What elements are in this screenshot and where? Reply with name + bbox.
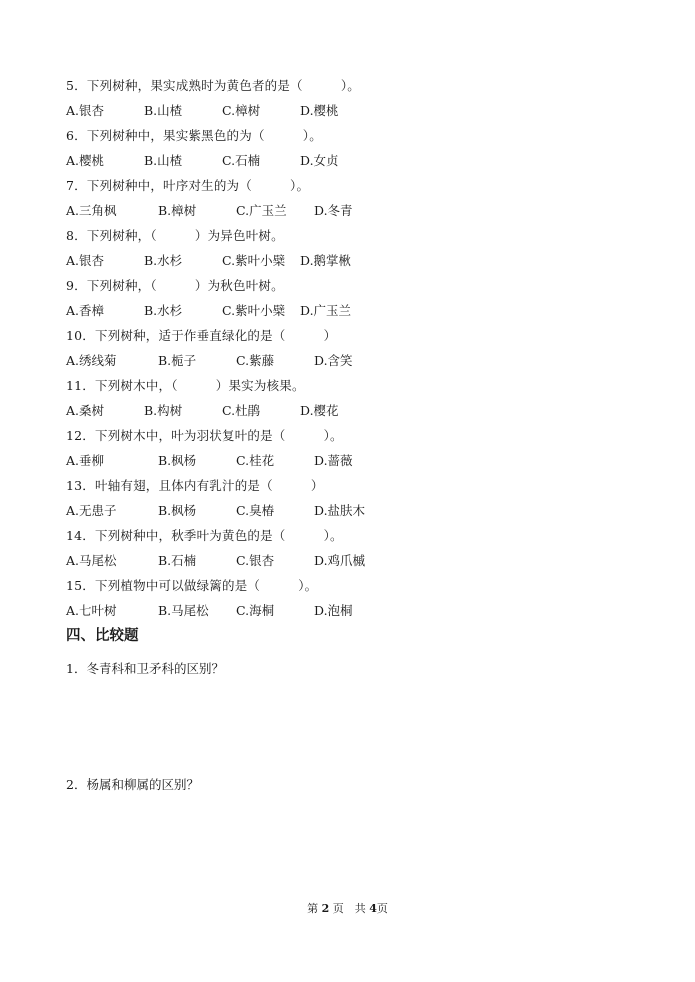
options-row [66,451,666,476]
question-text: 10．下列树种，适于作垂直绿化的是（ ） [66,328,337,343]
question-text: 8．下列树种，（ ）为异色叶树。 [66,228,284,243]
options-row [66,601,666,626]
options-row [66,101,666,126]
options-row [66,151,666,176]
multiple-choice-list [66,76,666,626]
question-text: 13．叶轴有翅，且体内有乳汁的是（ ） [66,478,324,493]
option-a: A.马尾松 [66,553,117,568]
option-b: B.山楂 [144,103,183,118]
total-page-number: 4 [369,902,377,915]
option-d: D.鹅掌楸 [300,253,352,268]
option-b: B.马尾松 [158,603,209,618]
option-d: D.广玉兰 [300,303,352,318]
question-item [66,126,666,176]
option-d: D.鸡爪槭 [314,553,366,568]
question-text: 11．下列树木中，（ ）果实为核果。 [66,378,305,393]
option-a: A.樱桃 [66,153,105,168]
current-page-number: 2 [321,902,330,915]
question-item [66,176,666,226]
question-item [66,576,666,626]
question-item [66,526,666,576]
option-d: D.泡桐 [314,603,353,618]
comparison-question: 1．冬青科和卫矛科的区别？ [66,661,224,676]
footer-suffix: 页 [376,902,388,915]
option-c: C.紫藤 [236,353,275,368]
question-text: 14．下列树种中，秋季叶为黄色的是（ ）。 [66,528,343,543]
option-b: B.石楠 [158,553,197,568]
question-text: 15．下列植物中可以做绿篱的是（ ）。 [66,578,318,593]
option-b: B.枫杨 [158,453,197,468]
question-item [66,276,666,326]
options-row [66,301,666,326]
option-b: B.枫杨 [158,503,197,518]
question-text: 7．下列树种中，叶序对生的为（ ）。 [66,178,310,193]
question-item [66,326,666,376]
option-c: C.紫叶小檗 [222,303,286,318]
footer-prefix: 第 [307,902,319,915]
question-item [66,76,666,126]
options-row [66,401,666,426]
option-d: D.含笑 [314,353,353,368]
option-c: C.银杏 [236,553,275,568]
option-c: C.樟树 [222,103,261,118]
option-a: A.七叶树 [66,603,117,618]
option-c: C.紫叶小檗 [222,253,286,268]
option-d: D.蔷薇 [314,453,353,468]
option-d: D.樱桃 [300,103,339,118]
question-item [66,426,666,476]
question-text: 12．下列树木中，叶为羽状复叶的是（ ）。 [66,428,343,443]
option-d: D.冬青 [314,203,353,218]
section-heading: 四、比较题 [66,628,139,644]
option-d: D.盐肤木 [314,503,366,518]
options-row [66,501,666,526]
option-a: A.无患子 [66,503,117,518]
question-text: 5．下列树种，果实成熟时为黄色者的是（ ）。 [66,78,361,93]
option-b: B.山楂 [144,153,183,168]
options-row [66,251,666,276]
option-b: B.水杉 [144,303,183,318]
question-text: 9．下列树种，（ ）为秋色叶树。 [66,278,284,293]
question-text: 6．下列树种中，果实紫黑色的为（ ）。 [66,128,322,143]
option-c: C.杜鹃 [222,403,261,418]
question-item [66,226,666,276]
option-a: A.绣线菊 [66,353,117,368]
option-a: A.银杏 [66,253,105,268]
option-a: A.垂柳 [66,453,105,468]
option-d: D.女贞 [300,153,339,168]
option-c: C.臭椿 [236,503,275,518]
option-c: C.广玉兰 [236,203,287,218]
option-a: A.三角枫 [66,203,117,218]
option-b: B.构树 [144,403,183,418]
option-b: B.樟树 [158,203,197,218]
comparison-question: 2．杨属和柳属的区别？ [66,777,199,792]
option-b: B.水杉 [144,253,183,268]
option-a: A.香樟 [66,303,105,318]
options-row [66,551,666,576]
option-c: C.桂花 [236,453,275,468]
option-b: B.栀子 [158,353,197,368]
options-row [66,351,666,376]
option-d: D.樱花 [300,403,339,418]
question-item [66,376,666,426]
question-item [66,476,666,526]
option-c: C.海桐 [236,603,275,618]
page-footer [0,901,695,917]
option-a: A.银杏 [66,103,105,118]
option-a: A.桑树 [66,403,105,418]
option-c: C.石楠 [222,153,261,168]
footer-middle: 页 共 [332,902,366,915]
options-row [66,201,666,226]
